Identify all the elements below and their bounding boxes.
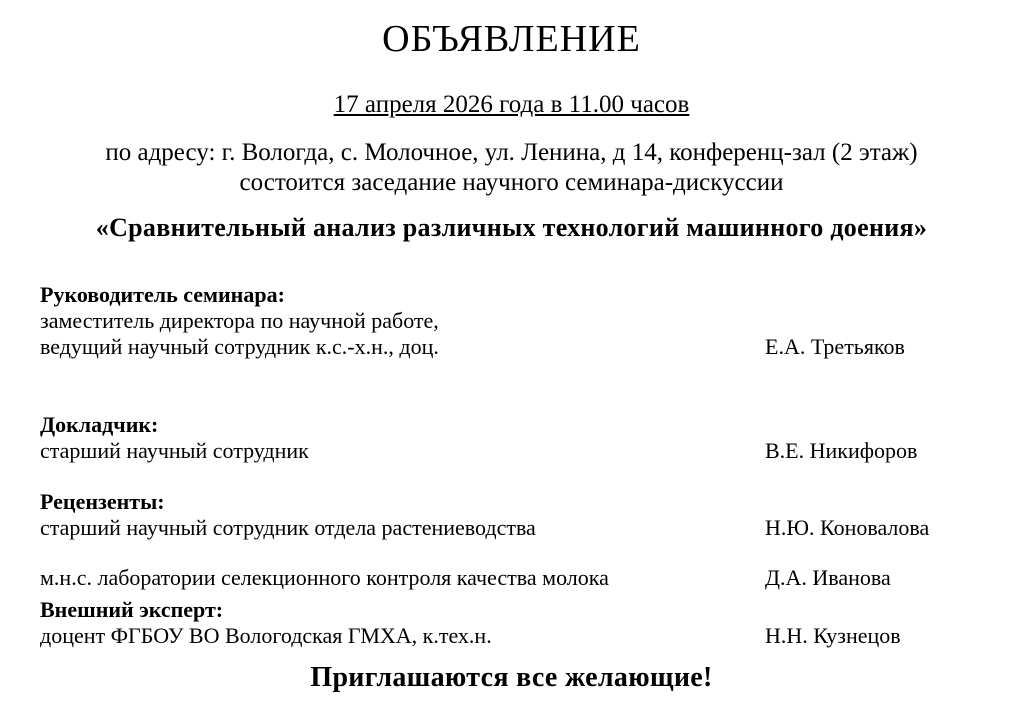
participant-role: ведущий научный сотрудник к.с.-х.н., доц. <box>40 334 439 359</box>
participant-role: старший научный сотрудник отдела растениеводства <box>40 515 536 540</box>
document-title: ОБЪЯВЛЕНИЕ <box>382 18 641 60</box>
event-location: по адресу: г. Вологда, с. Молочное, ул. Ленина, д 14, конференц-зал (2 этаж) <box>105 139 918 166</box>
event-datetime-text: 17 апреля 2026 года в 11.00 часов <box>333 91 690 118</box>
section-heading: Руководитель семинара: <box>40 282 285 307</box>
participant-role: старший научный сотрудник <box>40 438 309 463</box>
participant-role: м.н.с. лаборатории селекционного контроля качества молока <box>40 565 609 590</box>
participant-name: Н.Ю. Коновалова <box>765 515 930 540</box>
invitation-line: Приглашаются все желающие! <box>310 662 713 693</box>
seminar-topic: «Сравнительный анализ различных технологий машинного доения» <box>95 213 928 242</box>
blank-line <box>40 360 983 412</box>
participant-row <box>40 334 983 360</box>
participant-name: В.Е. Никифоров <box>765 438 918 463</box>
section-heading-row <box>40 597 983 623</box>
participant-row <box>40 308 983 334</box>
participant-row <box>40 623 983 649</box>
participant-row <box>40 438 983 464</box>
participant-role: заместитель директора по научной работе, <box>40 308 439 333</box>
section-heading: Докладчик: <box>40 412 159 437</box>
section-heading-row <box>40 489 983 515</box>
participant-name: Н.Н. Кузнецов <box>765 623 901 648</box>
event-datetime <box>40 90 983 120</box>
section-heading-row <box>40 282 983 308</box>
participant-name: Д.А. Иванова <box>765 565 891 590</box>
blank-line <box>40 464 983 489</box>
participant-row <box>40 515 983 541</box>
section-heading: Внешний эксперт: <box>40 597 224 622</box>
event-description: состоится заседание научного семинара-дискуссии <box>239 169 784 196</box>
section-heading-row <box>40 412 983 438</box>
participant-role: доцент ФГБОУ ВО Вологодская ГМХА, к.тех.н. <box>40 623 492 648</box>
blank-line <box>40 541 983 565</box>
participants-list <box>40 282 983 649</box>
participant-name: Е.А. Третьяков <box>765 334 905 359</box>
section-heading: Рецензенты: <box>40 489 165 514</box>
participant-row <box>40 565 983 591</box>
